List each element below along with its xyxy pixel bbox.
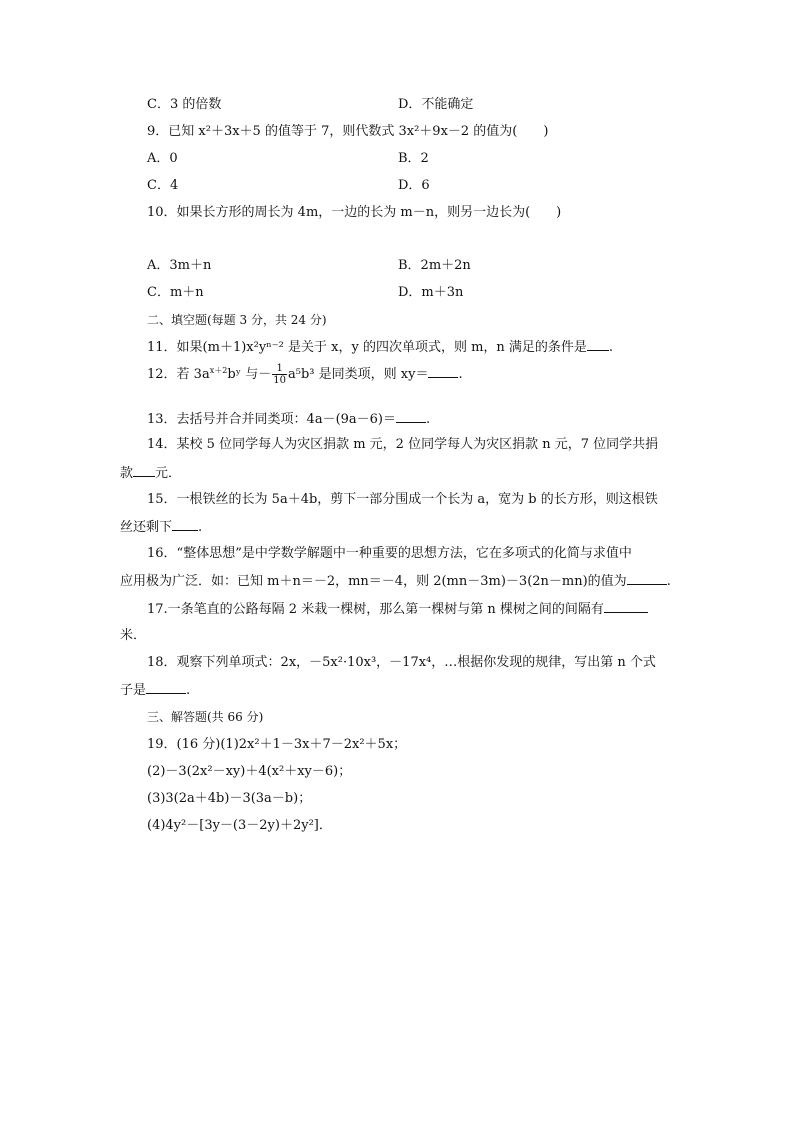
q17-line2: 米． xyxy=(120,628,147,643)
q10-option-d: D．m＋3n xyxy=(398,285,464,300)
q18-line1: 18．观察下列单项式：2x，－5x²·10x³，－17x⁴，…根据你发现的规律，写出第 n 个式 xyxy=(147,655,656,670)
section-heading-fill-in: 二、填空题(每题 3 分，共 24 分) xyxy=(147,313,327,327)
answer-blank xyxy=(428,365,458,378)
q10-option-c: C．m＋n xyxy=(147,285,204,300)
q15-line2: 丝还剩下 . xyxy=(120,520,203,535)
q9-option-a: A．0 xyxy=(147,151,178,166)
answer-blank xyxy=(587,338,609,351)
q11-text: 11．如果(m＋1)x²yⁿ⁻² 是关于 x，y 的四次单项式，则 m，n 满足的条件是 xyxy=(147,340,587,355)
q16-line2: 应用极为广泛．如：已知 m＋n＝－2，mn＝－4，则 2(mn－3m)－3(2n－mn)的值为 . xyxy=(120,574,671,589)
answer-blank xyxy=(396,410,426,423)
q16-text: 应用极为广泛．如：已知 m＋n＝－2，mn＝－4，则 2(mn－3m)－3(2n－mn)的值为 xyxy=(120,574,627,589)
q15-line1: 15．一根铁丝的长为 5a＋4b，剪下一部分围成一个长为 a，宽为 b 的长方形，则这根铁 xyxy=(147,492,658,507)
q19-part2: (2)－3(2x²－xy)＋4(x²＋xy－6)； xyxy=(147,764,352,779)
q12-question: 12．若 $3a^{x+2}bʸ$ 与－ $\frac{1}{10}$ a⁵b³ 是同类项，则 xy＝ . xyxy=(147,363,463,386)
q17-text: 17.一条笔直的公路每隔 2 米栽一棵树，那么第一棵树与第 n 棵树之间的间隔有 xyxy=(147,602,604,617)
q19-part3: (3)3(2a＋4b)－3(3a－b)； xyxy=(147,791,312,806)
q10-option-b: B．2m＋2n xyxy=(398,258,471,273)
q11-question: 11．如果(m＋1)x²yⁿ⁻² 是关于 x，y 的四次单项式，则 m，n 满足的条件是 . xyxy=(147,340,614,355)
q12-pre: 12．若 3a xyxy=(147,367,210,382)
q9-option-b: B．2 xyxy=(398,151,429,166)
q9-option-c: C．4 xyxy=(147,178,179,193)
q15-text: 丝还剩下 xyxy=(120,520,173,535)
q16-line1: 16．“整体思想”是中学数学解题中一种重要的思想方法，它在多项式的化简与求值中 xyxy=(147,546,632,561)
q12-mid: bʸ 与－ xyxy=(227,367,272,382)
answer-blank xyxy=(604,600,648,613)
q17-line1 xyxy=(147,600,648,619)
q13-question: 13．去括号并合并同类项：4a－(9a－6)＝ . xyxy=(147,412,431,427)
q14-text-a: 款 xyxy=(120,466,134,481)
q18-line2: 子是 . xyxy=(120,683,191,698)
answer-blank xyxy=(133,464,155,477)
answer-blank xyxy=(146,681,186,694)
q9-question: 9．已知 x²＋3x＋5 的值等于 7，则代数式 3x²＋9x－2 的值为( ) xyxy=(147,124,549,139)
fraction xyxy=(272,363,287,386)
q19-part4: (4)4y²－[3y－(3－2y)＋2y²]． xyxy=(147,818,332,833)
q8-option-d: D．不能确定 xyxy=(398,97,474,112)
fraction-denominator: 10 xyxy=(273,375,287,386)
q14-line2 xyxy=(120,464,181,483)
answer-blank xyxy=(172,518,198,531)
q18-text: 子是 xyxy=(120,683,147,698)
q14-line1: 14．某校 5 位同学每人为灾区捐款 m 元，2 位同学每人为灾区捐款 n 元，7 位同学共捐 xyxy=(147,437,659,452)
section-heading-solutions: 三、解答题(共 66 分) xyxy=(147,710,264,724)
q9-option-d: D．6 xyxy=(398,178,430,193)
fraction-numerator: 1 xyxy=(272,363,287,375)
q10-question: 10．如果长方形的周长为 4m，一边的长为 m－n，则另一边长为( ) xyxy=(147,205,562,220)
q14-text-b: 元． xyxy=(155,466,182,481)
q12-exponent: x＋2 xyxy=(209,366,228,375)
q13-text: 13．去括号并合并同类项：4a－(9a－6)＝ xyxy=(147,412,396,427)
q12-post: a⁵b³ 是同类项，则 xy＝ xyxy=(288,367,429,382)
answer-blank xyxy=(627,572,667,585)
q8-option-c: C．3 的倍数 xyxy=(147,97,222,112)
q10-option-a: A．3m＋n xyxy=(147,258,212,273)
q19-part1: 19．(16 分)(1)2x²＋1－3x＋7－2x²＋5x； xyxy=(147,737,407,752)
